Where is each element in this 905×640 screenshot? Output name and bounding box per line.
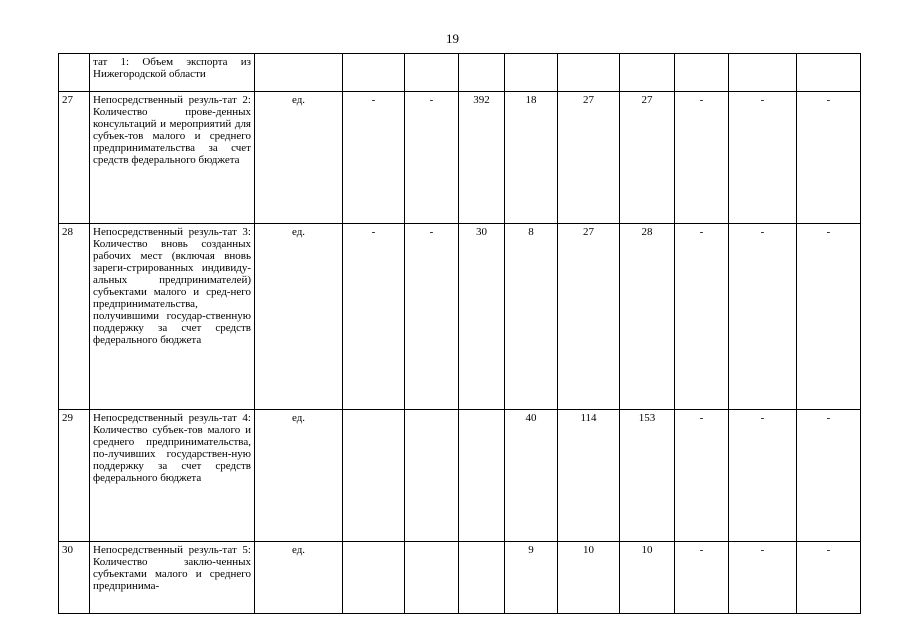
value-cell: - [675,92,729,224]
row-number: 27 [59,92,90,224]
indicator-name: Непосредственный резуль-тат 2: Количество прове-денных консультаций и мероприятий для субъек-тов малого и среднего предпринимательства за счет средств федерального бюджета [90,92,255,224]
unit-cell: ед. [255,224,343,410]
value-cell: - [729,92,797,224]
value-cell: 28 [620,224,675,410]
row-number: 28 [59,224,90,410]
value-cell [405,54,459,92]
row-number: 29 [59,410,90,542]
value-cell: 27 [558,92,620,224]
value-cell: 18 [505,92,558,224]
value-cell: - [729,542,797,614]
row-number: 30 [59,542,90,614]
value-cell [405,410,459,542]
value-cell: - [343,224,405,410]
table-row [59,224,861,410]
unit-cell: ед. [255,410,343,542]
indicators-table [58,53,861,614]
value-cell: 8 [505,224,558,410]
value-cell [558,54,620,92]
value-cell: 392 [459,92,505,224]
value-cell [675,54,729,92]
value-cell: 10 [620,542,675,614]
row-number [59,54,90,92]
unit-cell [255,54,343,92]
value-cell: 114 [558,410,620,542]
page-number: 19 [446,31,459,46]
value-cell: - [675,542,729,614]
value-cell [343,410,405,542]
value-cell [343,54,405,92]
indicator-name: тат 1: Объем экспорта из Нижегородской области [90,54,255,92]
value-cell: 27 [558,224,620,410]
value-cell: - [797,542,861,614]
value-cell: 9 [505,542,558,614]
table-row [59,92,861,224]
value-cell: - [675,410,729,542]
value-cell: 153 [620,410,675,542]
value-cell: 40 [505,410,558,542]
value-cell: - [797,224,861,410]
value-cell: - [405,224,459,410]
value-cell: 30 [459,224,505,410]
table-row [59,542,861,614]
value-cell: 10 [558,542,620,614]
value-cell [505,54,558,92]
indicator-name: Непосредственный резуль-тат 4: Количество субъек-тов малого и среднего предпринимательства, по-лучивших государствен-ную поддержку за счет средств федерального бюджета [90,410,255,542]
value-cell [405,542,459,614]
value-cell [343,542,405,614]
indicator-name: Непосредственный резуль-тат 3: Количество вновь созданных рабочих мест (включая вновь зареги-стрированных индивиду-альных предпринимателей) субъектами малого и сред-него предпринимательства, получившими государ-ственную поддержку за счет средств федерального бюджета [90,224,255,410]
value-cell [729,54,797,92]
value-cell [459,410,505,542]
table-row [59,410,861,542]
value-cell: - [797,410,861,542]
value-cell [620,54,675,92]
value-cell: - [343,92,405,224]
value-cell [459,542,505,614]
indicator-name: Непосредственный резуль-тат 5: Количество заклю-ченных субъектами малого и среднего предпринима- [90,542,255,614]
value-cell [797,54,861,92]
value-cell: 27 [620,92,675,224]
value-cell: - [675,224,729,410]
value-cell: - [729,224,797,410]
value-cell: - [405,92,459,224]
unit-cell: ед. [255,542,343,614]
unit-cell: ед. [255,92,343,224]
value-cell [459,54,505,92]
value-cell: - [729,410,797,542]
value-cell: - [797,92,861,224]
table-row [59,54,861,92]
